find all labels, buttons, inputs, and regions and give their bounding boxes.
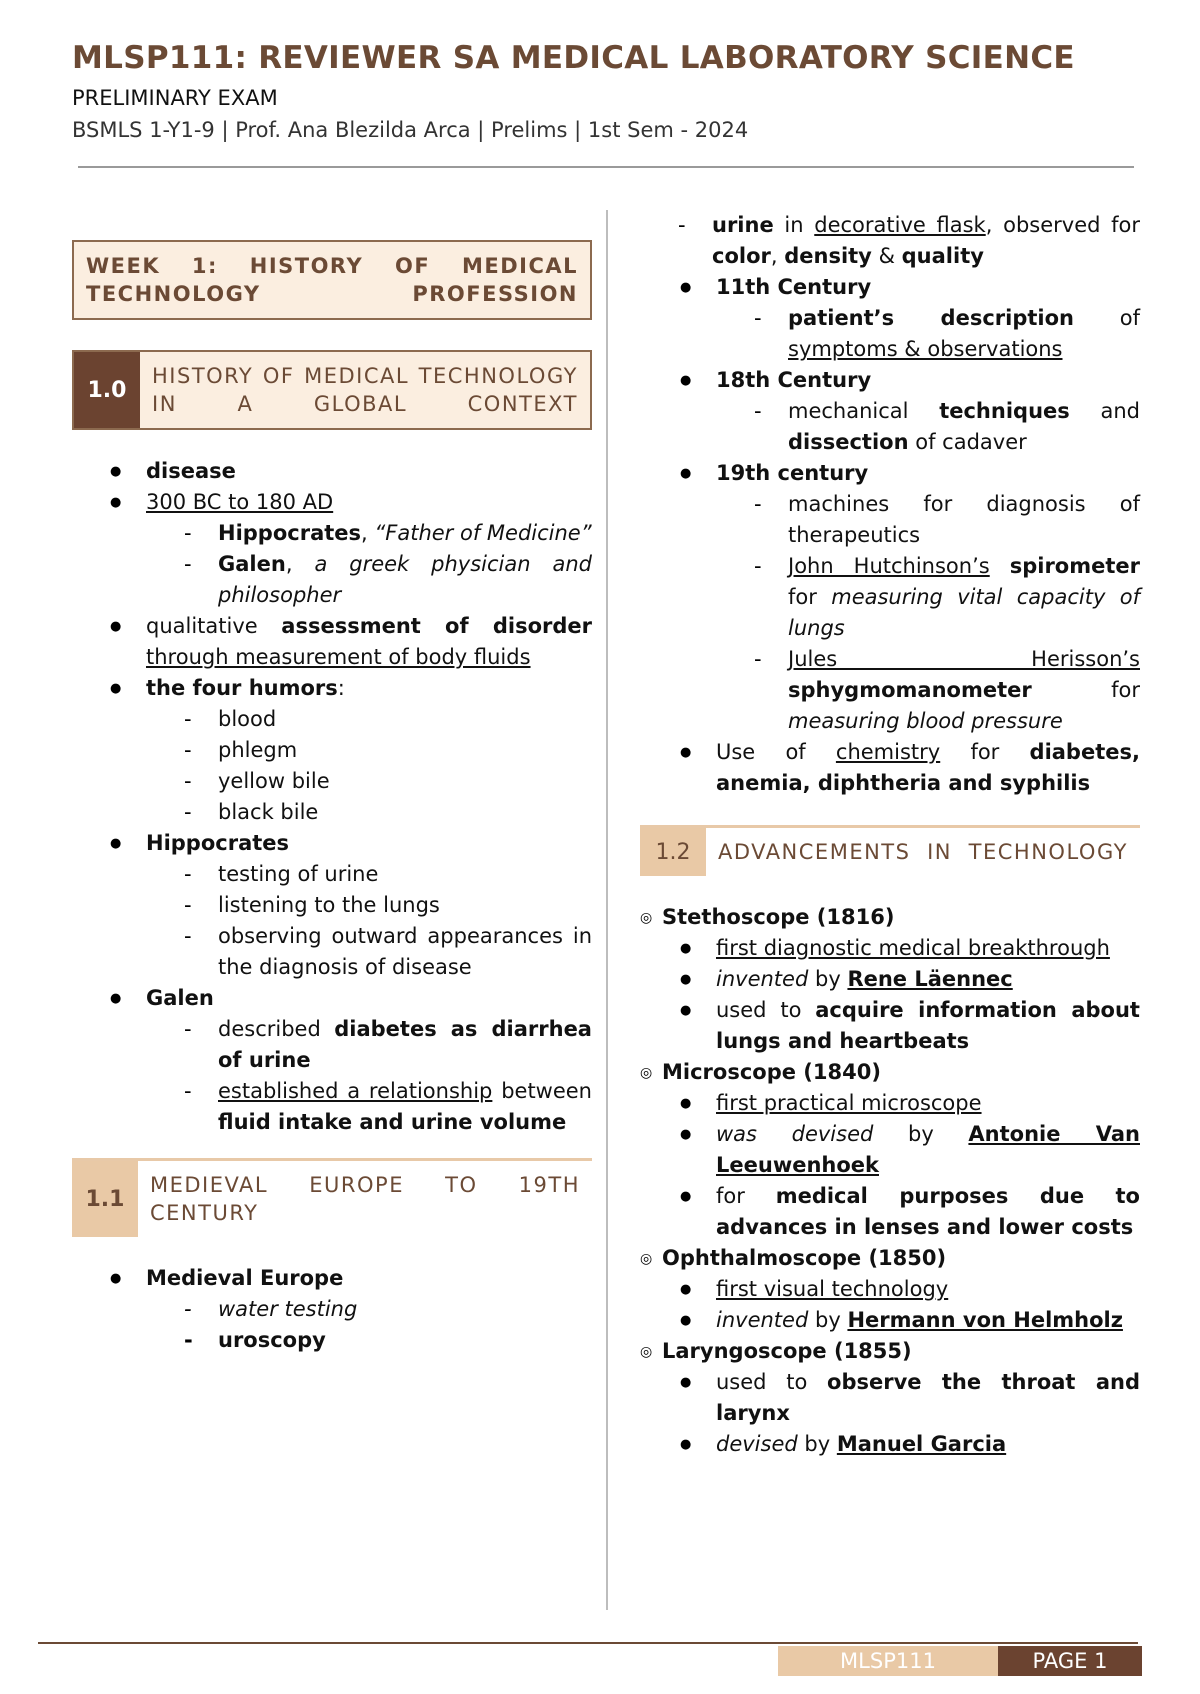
document-header bbox=[72, 40, 1132, 142]
list-item: ● Medieval Europe - water testing - uroscopy bbox=[146, 1263, 592, 1356]
section-1-1-header bbox=[72, 1158, 592, 1237]
list-item: ● 11th Century - patient’s description of symptoms & observations bbox=[716, 272, 1140, 365]
list-item: - yellow bile bbox=[218, 766, 592, 797]
footer-divider bbox=[38, 1642, 1138, 1644]
list-item: - testing of urine bbox=[218, 859, 592, 890]
section-number: 1.0 bbox=[74, 352, 140, 428]
humors-title: the four humors bbox=[146, 676, 338, 700]
list-item: ● invented by Rene Läennec bbox=[716, 964, 1140, 995]
list-item: ● first diagnostic medical breakthrough bbox=[716, 933, 1140, 964]
list-item: ● 19th century - machines for diagnosis of therapeutics - John Hutchinson’s spirometer for measuring vital capacity of lungs - Jules Herisson’s sphygmomanometer for measuring blood pressure bbox=[716, 458, 1140, 737]
list-item: - patient’s description of symptoms & observations bbox=[788, 303, 1140, 365]
galen-name: Galen bbox=[218, 552, 286, 576]
laryngoscope-heading: ◎ Laryngoscope (1855) bbox=[640, 1336, 1140, 1367]
galen-desc: a greek physician and philosopher bbox=[218, 552, 592, 607]
list-item bbox=[146, 456, 592, 487]
section-title: MEDIEVAL EUROPE TO 19TH CENTURY bbox=[150, 1173, 580, 1225]
section-1-0-list bbox=[72, 456, 592, 1138]
header-divider bbox=[78, 166, 1134, 168]
left-column bbox=[72, 240, 592, 1356]
section-1-2-header bbox=[640, 825, 1140, 876]
stethoscope-list bbox=[640, 933, 1140, 1057]
footer-course-label: MLSP111 bbox=[778, 1646, 998, 1676]
footer-page-number: PAGE 1 bbox=[998, 1646, 1142, 1676]
document-title: MLSP111: REVIEWER SA MEDICAL LABORATORY SCIENCE bbox=[72, 40, 1075, 76]
list-item: ● for medical purposes due to advances in lenses and lower costs bbox=[716, 1181, 1140, 1243]
ophthalmoscope-list bbox=[640, 1274, 1140, 1336]
hippocrates-name: Hippocrates bbox=[218, 521, 362, 545]
centuries-list bbox=[640, 272, 1140, 799]
ophthalmoscope-heading: ◎ Ophthalmoscope (1850) bbox=[640, 1243, 1140, 1274]
microscope-heading: ◎ Microscope (1840) bbox=[640, 1057, 1140, 1088]
list-item: - phlegm bbox=[218, 735, 592, 766]
list-item: - mechanical techniques and dissection of cadaver bbox=[788, 396, 1140, 458]
list-item: - Hippocrates, “Father of Medicine” bbox=[218, 518, 592, 549]
week-heading: WEEK 1: HISTORY OF MEDICAL TECHNOLOGY PROFESSION bbox=[72, 240, 592, 320]
laryngoscope-list bbox=[640, 1367, 1140, 1460]
section-number: 1.1 bbox=[72, 1161, 138, 1237]
right-column bbox=[640, 210, 1140, 1460]
list-item: - Galen, a greek physician and philosopher bbox=[218, 549, 592, 611]
microscope-list bbox=[640, 1088, 1140, 1243]
list-item: ● the four humors: - blood - phlegm - yellow bile - black bile bbox=[146, 673, 592, 828]
list-item: - observing outward appearances in the diagnosis of disease bbox=[218, 921, 592, 983]
continued-list bbox=[564, 210, 1140, 272]
list-item: ● used to observe the throat and larynx bbox=[716, 1367, 1140, 1429]
list-item: ● qualitative assessment of disorder through measurement of body fluids bbox=[146, 611, 592, 673]
disease-text: disease bbox=[146, 459, 236, 483]
list-item: - Jules Herisson’s sphygmomanometer for measuring blood pressure bbox=[788, 644, 1140, 737]
list-item: - black bile bbox=[218, 797, 592, 828]
list-item: ● first practical microscope bbox=[716, 1088, 1140, 1119]
list-item: ● Galen - described diabetes as diarrhea of urine - established a relationship between fluid intake and urine volume bbox=[146, 983, 592, 1138]
period-text: 300 BC to 180 AD bbox=[146, 490, 334, 514]
section-1-0-header bbox=[72, 350, 592, 430]
column-divider bbox=[606, 210, 608, 1610]
stethoscope-heading: ◎ Stethoscope (1816) bbox=[640, 902, 1140, 933]
list-item: ● devised by Manuel Garcia bbox=[716, 1429, 1140, 1460]
list-item: - listening to the lungs bbox=[218, 890, 592, 921]
document-subtitle: PRELIMINARY EXAM bbox=[72, 86, 278, 110]
section-title: HISTORY OF MEDICAL TECHNOLOGY IN A GLOBAL CONTEXT bbox=[152, 364, 578, 416]
document-meta: BSMLS 1-Y1-9 | Prof. Ana Blezilda Arca | Prelims | 1st Sem - 2024 bbox=[72, 118, 749, 142]
list-item: - uroscopy bbox=[218, 1325, 592, 1356]
section-number: 1.2 bbox=[640, 828, 706, 876]
list-item: - machines for diagnosis of therapeutics bbox=[788, 489, 1140, 551]
section-title: ADVANCEMENTS IN TECHNOLOGY bbox=[718, 840, 1128, 864]
section-1-1-list bbox=[72, 1263, 592, 1356]
list-item bbox=[146, 487, 592, 611]
list-item: - water testing bbox=[218, 1294, 592, 1325]
list-item: ● was devised by Antonie Van Leeuwenhoek bbox=[716, 1119, 1140, 1181]
list-item: - established a relationship between fluid intake and urine volume bbox=[218, 1076, 592, 1138]
list-item: - John Hutchinson’s spirometer for measuring vital capacity of lungs bbox=[788, 551, 1140, 644]
list-item: - described diabetes as diarrhea of urine bbox=[218, 1014, 592, 1076]
hippocrates-desc: “Father of Medicine” bbox=[374, 521, 592, 545]
list-item: ● Hippocrates - testing of urine - listening to the lungs - observing outward appearances in the diagnosis of disease bbox=[146, 828, 592, 983]
list-item: ● first visual technology bbox=[716, 1274, 1140, 1305]
list-item: ● invented by Hermann von Helmholz bbox=[716, 1305, 1140, 1336]
list-item: ● 18th Century - mechanical techniques and dissection of cadaver bbox=[716, 365, 1140, 458]
list-item: - blood bbox=[218, 704, 592, 735]
list-item: ● Use of chemistry for diabetes, anemia, diphtheria and syphilis bbox=[716, 737, 1140, 799]
list-item: ● used to acquire information about lungs and heartbeats bbox=[716, 995, 1140, 1057]
list-item: - urine in decorative flask, observed for color, density & quality bbox=[712, 210, 1140, 272]
